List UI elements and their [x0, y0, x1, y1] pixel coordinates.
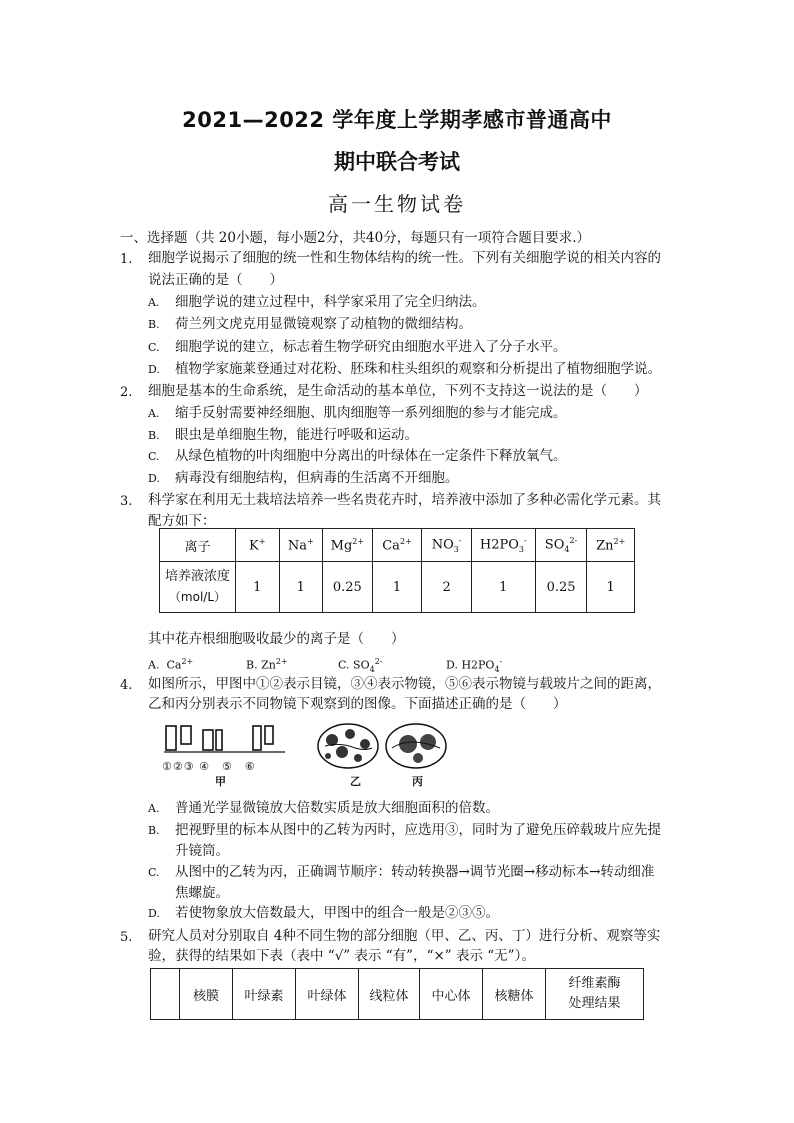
q3-row-label — [160, 562, 236, 613]
q3-option-a: A. $Ca^{2+}$ — [148, 657, 194, 672]
q3-header-label: 离子 — [160, 529, 236, 562]
q3-option-c: C. $SO_4^{2-}$ — [338, 657, 383, 674]
ion-h2po3: $H2PO_3^-$ — [471, 529, 535, 562]
row-label-line2: （mol/L） — [168, 590, 227, 604]
value-zn: 1 — [587, 562, 635, 613]
objective-6 — [265, 726, 273, 744]
q5-header-mitochondria: 线粒体 — [359, 969, 420, 1020]
q4-stem-line1: 如图所示，甲图中①②表示目镜，③④表示物镜，⑤⑥表示物镜与载玻片之间的距离， — [148, 676, 661, 692]
q4-option-d-text: 若使物象放大倍数最大，甲图中的组合一般是②③⑤。 — [175, 905, 499, 921]
ion-k: K+ — [235, 529, 279, 562]
objective-3 — [203, 730, 213, 750]
objective-5 — [253, 726, 261, 750]
q5-header-chloroplast: 叶绿体 — [296, 969, 359, 1020]
q1-number: 1. — [120, 252, 133, 267]
value-k: 1 — [235, 562, 279, 613]
q2-option-b-text: 眼虫是单细胞生物，能进行呼吸和运动。 — [175, 427, 418, 443]
microscope-figure — [160, 718, 460, 788]
value-na: 1 — [279, 562, 323, 613]
row-label-line1: 培养液浓度 — [164, 569, 230, 584]
cellulase-line1: 纤维素酶 — [568, 976, 621, 991]
q1-option-a: A. — [148, 296, 160, 309]
q5-stem-line2: 验，获得的结果如下表（表中 “√” 表示 “有”，“×” 表示 “无”）。 — [148, 948, 535, 964]
q2-option-d: D. — [148, 472, 160, 485]
q2-option-c-text: 从绿色植物的叶肉细胞中分离出的叶绿体在一定条件下释放氧气。 — [175, 448, 567, 464]
q1-option-c: C. — [148, 341, 160, 354]
q4-option-b: B. — [148, 824, 160, 837]
objective-4 — [216, 730, 222, 750]
exam-subject-title: 高一生物试卷 — [328, 192, 466, 216]
label-yi: 乙 — [350, 775, 361, 788]
value-h2po3: 1 — [471, 562, 535, 613]
q4-number: 4. — [120, 678, 133, 693]
q4-option-d: D. — [148, 907, 160, 920]
q2-stem: 细胞是基本的生命系统，是生命活动的基本单位，下列不支持这一说法的是（ ） — [148, 383, 648, 399]
q2-option-b: B. — [148, 429, 160, 442]
q4-option-c-line2: 焦螺旋。 — [175, 885, 229, 901]
exam-title-line1: 2021—2022 学年度上学期孝感市普通高中 — [182, 108, 612, 132]
q4-option-c-line1: 从图中的乙转为丙，正确调节顺序：转动转换器→调节光圈→移动标本→转动细准 — [175, 864, 655, 880]
ion-ca: $Ca^{2+}$ — [372, 529, 422, 562]
q5-header-blank — [151, 969, 180, 1020]
q5-header-chlorophyll: 叶绿素 — [233, 969, 296, 1020]
q3-option-b: B. $Zn^{2+}$ — [246, 657, 288, 672]
q1-stem-line2: 说法正确的是（ ） — [148, 272, 283, 288]
label-jia: 甲 — [215, 775, 226, 788]
q1-option-d-text: 植物学家施莱登通过对花粉、胚珠和柱头组织的观察和分析提出了植物细胞学说。 — [175, 361, 661, 377]
q2-option-c: C. — [148, 450, 160, 463]
q4-option-b-line1: 把视野里的标本从图中的乙转为丙时，应选用③，同时为了避免压碎载玻片应先提 — [175, 822, 661, 838]
q3-option-d: D. $H2PO_4^-$ — [446, 657, 503, 674]
view-bing — [386, 724, 446, 768]
q1-option-b-text: 荷兰列文虎克用显微镜观察了动植物的微细结构。 — [175, 316, 472, 332]
value-mg: 0.25 — [323, 562, 373, 613]
q2-option-d-text: 病毒没有细胞结构，但病毒的生活离不开细胞。 — [175, 470, 459, 486]
ion-so4: $SO_4^{2-}$ — [535, 529, 587, 562]
q1-option-d: D. — [148, 363, 160, 376]
q3-question: 其中花卉根细胞吸收最少的离子是（ ） — [148, 631, 405, 647]
q5-header-centrosome: 中心体 — [420, 969, 483, 1020]
q5-number: 5. — [120, 930, 133, 945]
q5-header-cellulase — [546, 969, 644, 1020]
section-heading: 一、选择题（共 20小题，每小题2分，共40分，每题只有一项符合题目要求.） — [120, 230, 591, 246]
value-ca: 1 — [372, 562, 422, 613]
q1-option-c-text: 细胞学说的建立，标志着生物学研究由细胞水平进入了分子水平。 — [175, 339, 567, 355]
q3-number: 3. — [120, 494, 133, 509]
q5-header-nuclear-membrane: 核膜 — [180, 969, 233, 1020]
q2-option-a: A. — [148, 407, 160, 420]
ion-mg: $Mg^{2+}$ — [323, 529, 373, 562]
q2-option-a-text: 缩手反射需要神经细胞、肌肉细胞等一系列细胞的参与才能完成。 — [175, 405, 567, 421]
q4-stem-line2: 乙和丙分别表示不同物镜下观察到的图像。下面描述正确的是（ ） — [148, 696, 567, 712]
value-no3: 2 — [422, 562, 472, 613]
q5-cell-table — [150, 968, 644, 1020]
q4-option-a: A. — [148, 802, 160, 815]
q4-option-a-text: 普通光学显微镜放大倍数实质是放大细胞面积的倍数。 — [175, 800, 499, 816]
ion-na: Na+ — [279, 529, 323, 562]
q1-option-a-text: 细胞学说的建立过程中，科学家采用了完全归纳法。 — [175, 294, 486, 310]
lens-group — [166, 726, 273, 750]
q2-number: 2. — [120, 385, 133, 400]
q4-option-c: C. — [148, 866, 160, 879]
exam-title-line2: 期中联合考试 — [334, 150, 460, 174]
q3-nutrient-table — [159, 528, 635, 613]
cellulase-line2: 处理结果 — [568, 996, 621, 1011]
q1-option-b: B. — [148, 318, 160, 331]
q4-option-b-line2: 升镜筒。 — [175, 843, 229, 859]
eyepiece-1 — [166, 726, 176, 750]
ion-zn: $Zn^{2+}$ — [587, 529, 635, 562]
eyepiece-2 — [181, 726, 191, 744]
q3-stem-line2: 配方如下： — [148, 513, 216, 529]
lens-numbers: ①②③ ④ ⑤ ⑥ — [162, 760, 256, 773]
q5-header-ribosome: 核糖体 — [483, 969, 546, 1020]
q5-stem-line1: 研究人员对分别取自 4种不同生物的部分细胞（甲、乙、丙、丁）进行分析、观察等实 — [148, 928, 661, 944]
ion-no3: $NO_3^-$ — [422, 529, 472, 562]
label-bing: 丙 — [412, 775, 423, 788]
q1-stem-line1: 细胞学说揭示了细胞的统一性和生物体结构的统一性。下列有关细胞学说的相关内容的 — [148, 250, 661, 266]
value-so4: 0.25 — [535, 562, 587, 613]
view-yi — [318, 724, 378, 768]
q3-stem-line1: 科学家在利用无土栽培法培养一些名贵花卉时，培养液中添加了多种必需化学元素。其 — [148, 492, 661, 508]
